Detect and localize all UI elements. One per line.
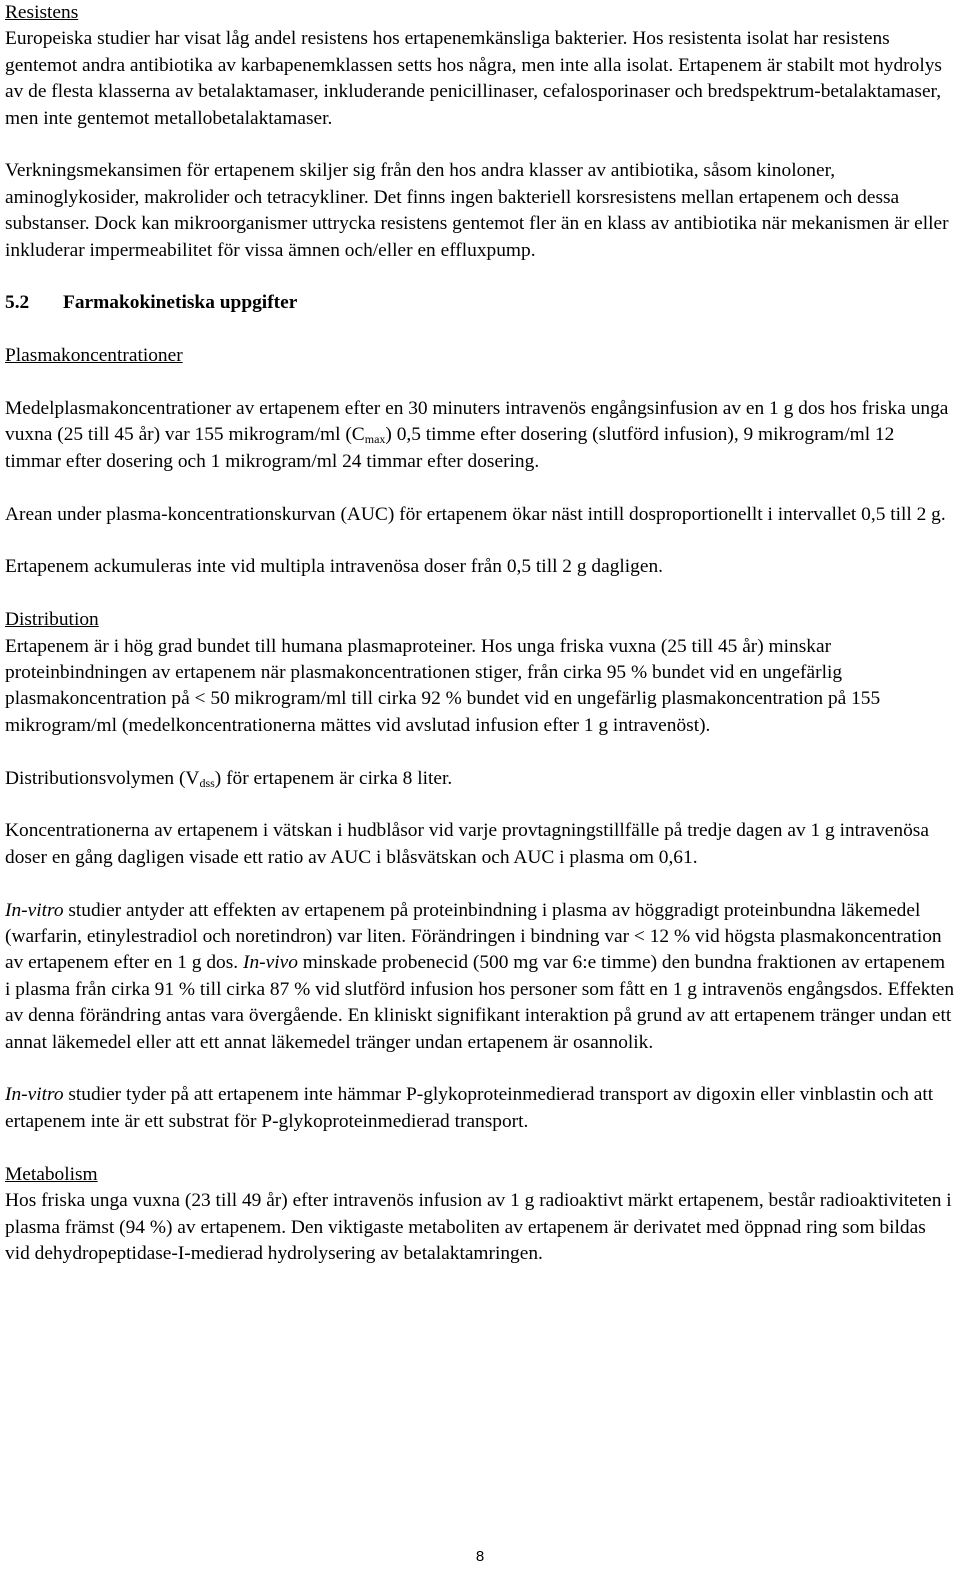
distribution-p4-italic-1: In-vitro <box>5 899 64 921</box>
distribution-paragraph-2 <box>5 766 955 792</box>
distribution-p5-italic: In-vitro <box>5 1084 64 1106</box>
section-title: Farmakokinetiska uppgifter <box>63 292 298 314</box>
distribution-paragraph-1: Ertapenem är i hög grad bundet till humana plasmaproteiner. Hos unga friska vuxna (25 till 45 år) minskar proteinbindningen av ertapenem när plasmakoncentrationen stiger, från cirka 95 % bundet vid en ungefärlig plasmakoncentration på < 50 mikrogram/ml till cirka 92 % bundet vid en ungefärlig plasmakoncentration på 155 mikrogram/ml (medelkoncentrationerna mättes vid avslutad infusion efter 1 g intravenöst). <box>5 635 881 736</box>
distribution-paragraph-5 <box>5 1082 955 1135</box>
resistens-paragraph-2: Verkningsmekansimen för ertapenem skiljer sig från den hos andra klasser av antibiotika, såsom kinoloner, aminoglykosider, makrolider och tetracykliner. Det finns ingen bakteriell korsresistens mellan ertapenem och dessa substanser. Dock kan mikroorganismer uttrycka resistens gentemot fler än en klass av antibiotika när mekanismen är eller inkluderar impermeabilitet för vissa ämnen och/eller en effluxpump. <box>5 160 949 261</box>
resistens-heading: Resistens <box>5 2 79 23</box>
plasma-p1-text-b: ) 0,5 timme efter dosering (slutförd infusion), 9 mikrogram/ml 12 timmar efter dosering och 1 mikrogram/ml 24 timmar efter dosering. <box>5 424 895 472</box>
plasma-p1-text-a: Medelplasmakoncentrationer av ertapenem efter en 30 minuters intravenös engångsinfusion av en 1 g dos hos friska unga vuxna (25 till 45 år) var 155 mikrogram/ml (C <box>5 398 949 446</box>
plasma-p1-subscript: max <box>364 432 386 447</box>
plasma-paragraph-1 <box>5 396 955 475</box>
distribution-p2-text-a: Distributionsvolymen (V <box>5 767 200 789</box>
page-number: 8 <box>475 1548 485 1565</box>
distribution-paragraph-3: Koncentrationerna av ertapenem i vätskan i hudblåsor vid varje provtagningstillfälle på tredje dagen av 1 g intravenösa doser en gång dagligen visade ett ratio av AUC i blåsvätskan och AUC i plasma om 0,61. <box>5 820 929 868</box>
distribution-p4-text-b: minskade probenecid (500 mg var 6:e timme) den bundna fraktionen av ertapenem i plasma från cirka 91 % till cirka 87 % vid slutförd infusion hos personer som fått en 1 g intravenös engångsdos. Effekten av denna förändring antas vara övergående. En kliniskt signifikant interaktion på grund av att ertapenem tränger undan ett annat läkemedel eller att ett annat läkemedel tränger undan ertapenem är osannolik. <box>5 952 955 1053</box>
section-number: 5.2 <box>5 292 30 314</box>
distribution-p4-italic-2: In-vivo <box>242 952 298 974</box>
metabolism-heading: Metabolism <box>5 1163 98 1185</box>
distribution-p4-text-a: studier antyder att effekten av ertapenem på proteinbindning i plasma av höggradigt proteinbundna läkemedel (warfarin, etinylestradiol och noretindron) var liten. Förändringen i bindning var < 12 % vid högsta plasmakoncentration av ertapenem efter en 1 g dos. <box>5 899 942 974</box>
distribution-paragraph-4 <box>5 898 955 1056</box>
resistens-paragraph-1: Europeiska studier har visat låg andel resistens hos ertapenemkänsliga bakterier. Hos resistenta isolat har resistens gentemot andra antibiotika av karbapenemklassen setts hos några, men inte alla isolat. Ertapenem är stabilt mot hydrolys av de flesta klasserna av betalaktamaser, inkluderande penicillinaser, cefalosporinaser och bredspektrum-betalaktamaser, men inte gentemot metallobetalaktamaser. <box>5 28 942 129</box>
document-page <box>5 0 955 1267</box>
plasma-heading: Plasmakoncentrationer <box>5 345 183 367</box>
distribution-p2-subscript: dss <box>199 775 215 790</box>
plasma-paragraph-2: Arean under plasma-koncentrationskurvan (AUC) för ertapenem ökar näst intill dosproportionellt i intervallet 0,5 till 2 g. <box>5 503 946 525</box>
distribution-p2-text-b: ) för ertapenem är cirka 8 liter. <box>214 767 453 789</box>
section-heading <box>5 290 955 316</box>
metabolism-paragraph-1: Hos friska unga vuxna (23 till 49 år) efter intravenös infusion av 1 g radioaktivt märkt ertapenem, består radioaktiviteten i plasma främst (94 %) av ertapenem. Den viktigaste metaboliten av ertapenem är derivatet med öppnad ring som bildas vid dehydropeptidase-I-medierad hydrolysering av betalaktamringen. <box>5 1190 952 1264</box>
plasma-paragraph-3: Ertapenem ackumuleras inte vid multipla intravenösa doser från 0,5 till 2 g dagligen. <box>5 556 664 578</box>
distribution-heading: Distribution <box>5 609 99 631</box>
distribution-p5-text: studier tyder på att ertapenem inte hämmar P-glykoproteinmedierad transport av digoxin eller vinblastin och att ertapenem inte är ett substrat för P-glykoproteinmedierad transport. <box>5 1084 934 1132</box>
